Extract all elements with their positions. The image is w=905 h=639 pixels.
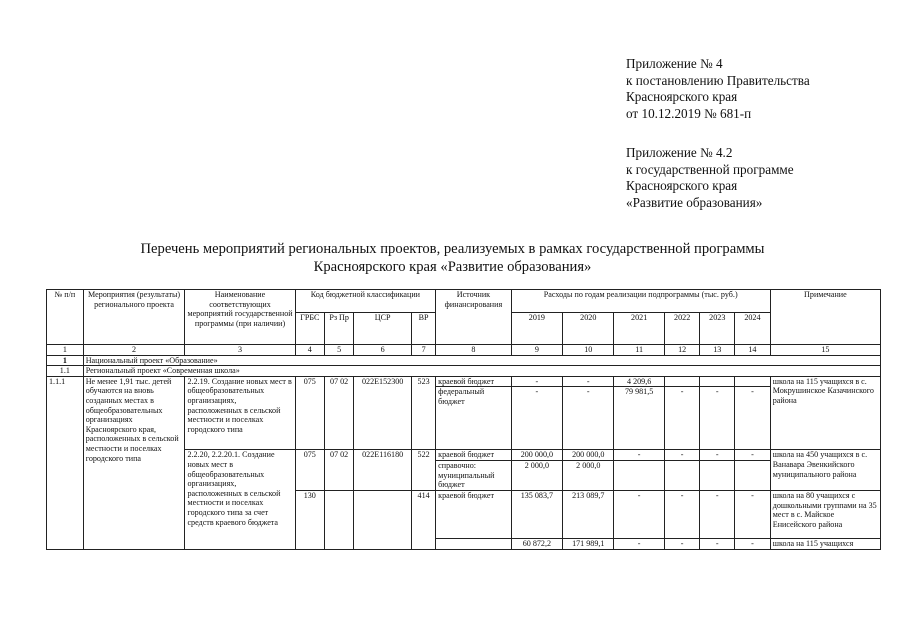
note: школа на 450 учащихся в с. Ванавара Эвенкийского муниципального района (770, 450, 880, 491)
appendix-line: к государственной программе (626, 161, 794, 177)
section-num: 1.1 (47, 366, 84, 377)
value-2020: 171 989,1 (563, 538, 614, 549)
appendix-line: от 10.12.2019 № 681-п (626, 105, 752, 121)
value-2020: 200 000,0 (563, 450, 614, 461)
appendix-line: Приложение № 4.2 (626, 145, 733, 160)
value-2023: - (700, 387, 735, 450)
header-measure-name: Наименование соответствующих мероприятий государственной программы (при наличии) (185, 290, 295, 345)
header-source: Источник финансирования (436, 290, 512, 345)
note: школа на 80 учащихся с дошкольными группами на 35 мест в с. Майское Енисейского района (770, 490, 880, 538)
value-2022: - (664, 450, 700, 461)
section-num: 1 (47, 355, 84, 366)
header-year-2024: 2024 (735, 313, 771, 345)
value-2019: 200 000,0 (511, 450, 562, 461)
header-num: № п/п (47, 290, 84, 345)
value-2024 (735, 460, 771, 490)
note: школа на 115 учащихся в с. Мокрушинское Казачинского района (770, 376, 880, 450)
value-2023 (700, 376, 735, 387)
value-2024: - (735, 450, 771, 461)
section-label: Национальный проект «Образование» (83, 355, 880, 366)
value-2021: - (614, 450, 664, 461)
value-2023: - (700, 450, 735, 461)
column-number: 14 (735, 345, 771, 356)
funding-source: краевой бюджет (436, 490, 512, 538)
value-2024: - (735, 538, 771, 549)
header-year-2023: 2023 (700, 313, 735, 345)
grbs-code: 130 (295, 490, 324, 549)
column-number: 8 (436, 345, 512, 356)
appendix-header-sub (626, 145, 794, 211)
value-2019: 60 872,2 (511, 538, 562, 549)
value-2019: 135 083,7 (511, 490, 562, 538)
value-2020: - (563, 387, 614, 450)
title-line-1: Перечень мероприятий региональных проектов, реализуемых в рамках государственной программы (140, 241, 765, 257)
header-year-2020: 2020 (563, 313, 614, 345)
value-2021: 79 981,5 (614, 387, 664, 450)
value-2021: - (614, 538, 664, 549)
vr-code: 523 (412, 376, 436, 450)
item-result: Не менее 1,91 тыс. детей обучаются на вновь созданных местах в общеобразовательных организациях Красноярского края, расположенных в сельской местности и поселках городского типа (83, 376, 185, 549)
value-2022 (664, 376, 700, 387)
appendix-line: к постановлению Правительства (626, 72, 810, 88)
header-vr: ВР (412, 313, 436, 345)
header-expenses: Расходы по годам реализации подпрограммы (тыс. руб.) (511, 290, 770, 313)
column-number: 5 (324, 345, 353, 356)
funding-source (436, 538, 512, 549)
value-2024: - (735, 490, 771, 538)
value-2022: - (664, 490, 700, 538)
column-number: 10 (563, 345, 614, 356)
header-budget-code: Код бюджетной классификации (295, 290, 436, 313)
value-2021 (614, 460, 664, 490)
value-2019: - (511, 387, 562, 450)
column-number: 11 (614, 345, 664, 356)
column-numbers-row (47, 345, 881, 356)
appendix-line: Красноярского края (626, 89, 738, 104)
measures-table (46, 289, 881, 550)
value-2022 (664, 460, 700, 490)
section-row-regional-project (47, 366, 881, 377)
value-2023: - (700, 490, 735, 538)
column-number: 1 (47, 345, 84, 356)
item-num: 1.1.1 (47, 376, 84, 549)
title-line-2: Красноярского края «Развитие образования» (313, 259, 592, 275)
column-number: 13 (700, 345, 735, 356)
header-year-2021: 2021 (614, 313, 664, 345)
measure-name: 2.2.20, 2.2.20.1. Создание новых мест в общеобразовательных организациях, расположенных в сельской местности и поселках городского типа за счет средств краевого бюджета (185, 450, 295, 549)
value-2023 (700, 460, 735, 490)
value-2024: - (735, 387, 771, 450)
header-year-2019: 2019 (511, 313, 562, 345)
value-2022: - (664, 538, 700, 549)
header-grbs: ГРБС (295, 313, 324, 345)
vr-code: 522 (412, 450, 436, 491)
csr-code: 022E152300 (354, 376, 412, 450)
note: школа на 115 учащихся (770, 538, 880, 549)
value-2021: 4 209,6 (614, 376, 664, 387)
column-number: 3 (185, 345, 295, 356)
measure-name: 2.2.19. Создание новых мест в общеобразовательных организациях, расположенных в сельской местности и поселках городского типа (185, 376, 295, 450)
funding-source: краевой бюджет (436, 450, 512, 461)
document-title (0, 240, 905, 276)
funding-source: краевой бюджет (436, 376, 512, 387)
header-results: Мероприятия (результаты) регионального проекта (83, 290, 185, 345)
rzpr-code: 07 02 (324, 376, 353, 450)
funding-source: справочно: муниципальный бюджет (436, 460, 512, 490)
value-2022: - (664, 387, 700, 450)
value-2019: 2 000,0 (511, 460, 562, 490)
appendix-line: Приложение № 4 (626, 56, 723, 71)
column-number: 9 (511, 345, 562, 356)
column-number: 6 (354, 345, 412, 356)
column-number: 12 (664, 345, 700, 356)
rzpr-code: 07 02 (324, 450, 353, 491)
header-csr: ЦСР (354, 313, 412, 345)
value-2023: - (700, 538, 735, 549)
column-number: 4 (295, 345, 324, 356)
section-label: Региональный проект «Современная школа» (83, 366, 880, 377)
column-number: 2 (83, 345, 185, 356)
value-2021: - (614, 490, 664, 538)
column-number: 7 (412, 345, 436, 356)
header-rzpr: Рз Пр (324, 313, 353, 345)
section-row-national-project (47, 355, 881, 366)
header-row-1 (47, 290, 881, 313)
value-2020: - (563, 376, 614, 387)
funding-source: федеральный бюджет (436, 387, 512, 450)
value-2019: - (511, 376, 562, 387)
csr-code: 022E116180 (354, 450, 412, 491)
value-2020: 213 089,7 (563, 490, 614, 538)
rzpr-code (324, 490, 353, 549)
table-row (47, 376, 881, 387)
vr-code: 414 (412, 490, 436, 549)
grbs-code: 075 (295, 376, 324, 450)
appendix-header-main (626, 56, 810, 122)
value-2020: 2 000,0 (563, 460, 614, 490)
csr-code (354, 490, 412, 549)
grbs-code: 075 (295, 450, 324, 491)
appendix-line: «Развитие образования» (626, 194, 763, 210)
value-2024 (735, 376, 771, 387)
column-number: 15 (770, 345, 880, 356)
header-year-2022: 2022 (664, 313, 700, 345)
header-note: Примечание (770, 290, 880, 345)
appendix-line: Красноярского края (626, 178, 738, 193)
